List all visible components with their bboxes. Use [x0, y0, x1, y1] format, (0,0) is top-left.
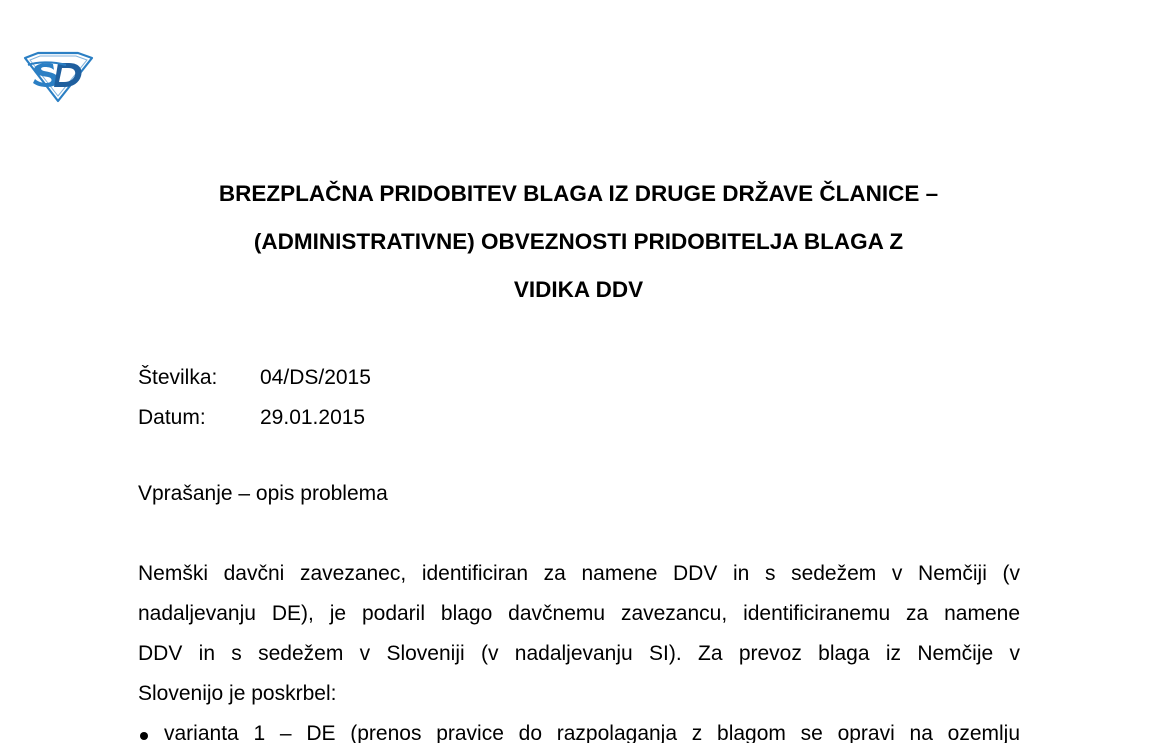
bullet-icon [138, 714, 164, 743]
number-label: Številka: [138, 366, 218, 389]
date-value: 29.01.2015 [260, 406, 366, 429]
meta-row-date [138, 398, 371, 438]
title-line: (ADMINISTRATIVNE) OBVEZNOSTI PRIDOBITELJA BLAGA Z [253, 229, 904, 254]
document-title [100, 170, 1057, 314]
paragraph-line: Slovenijo je poskrbel: [138, 682, 337, 705]
paragraph-line: DDV in s sedežem v Sloveniji (v nadaljevanju SI). Za prevoz blaga iz Nemčije v [138, 642, 1020, 665]
date-label: Datum: [138, 406, 206, 429]
paragraph-line: nadaljevanju DE), je podaril blago davčnemu zavezancu, identificiranemu za namene [138, 602, 1020, 625]
title-line: BREZPLAČNA PRIDOBITEV BLAGA IZ DRUGE DRŽAVE ČLANICE – [218, 181, 939, 206]
list-item-text: varianta 1 – DE (prenos pravice do razpolaganja z blagom se opravi na ozemlju [164, 722, 1020, 743]
document-meta [138, 358, 371, 438]
section-heading: Vprašanje – opis problema [138, 482, 388, 505]
paragraph-line: Nemški davčni zavezanec, identificiran za namene DDV in s sedežem v Nemčiji (v [138, 562, 1020, 585]
number-value: 04/DS/2015 [260, 366, 371, 389]
title-line: VIDIKA DDV [513, 277, 644, 302]
company-logo-icon [22, 50, 94, 103]
body-paragraph [138, 554, 1020, 714]
meta-row-number [138, 358, 371, 398]
list-item [138, 714, 1020, 743]
